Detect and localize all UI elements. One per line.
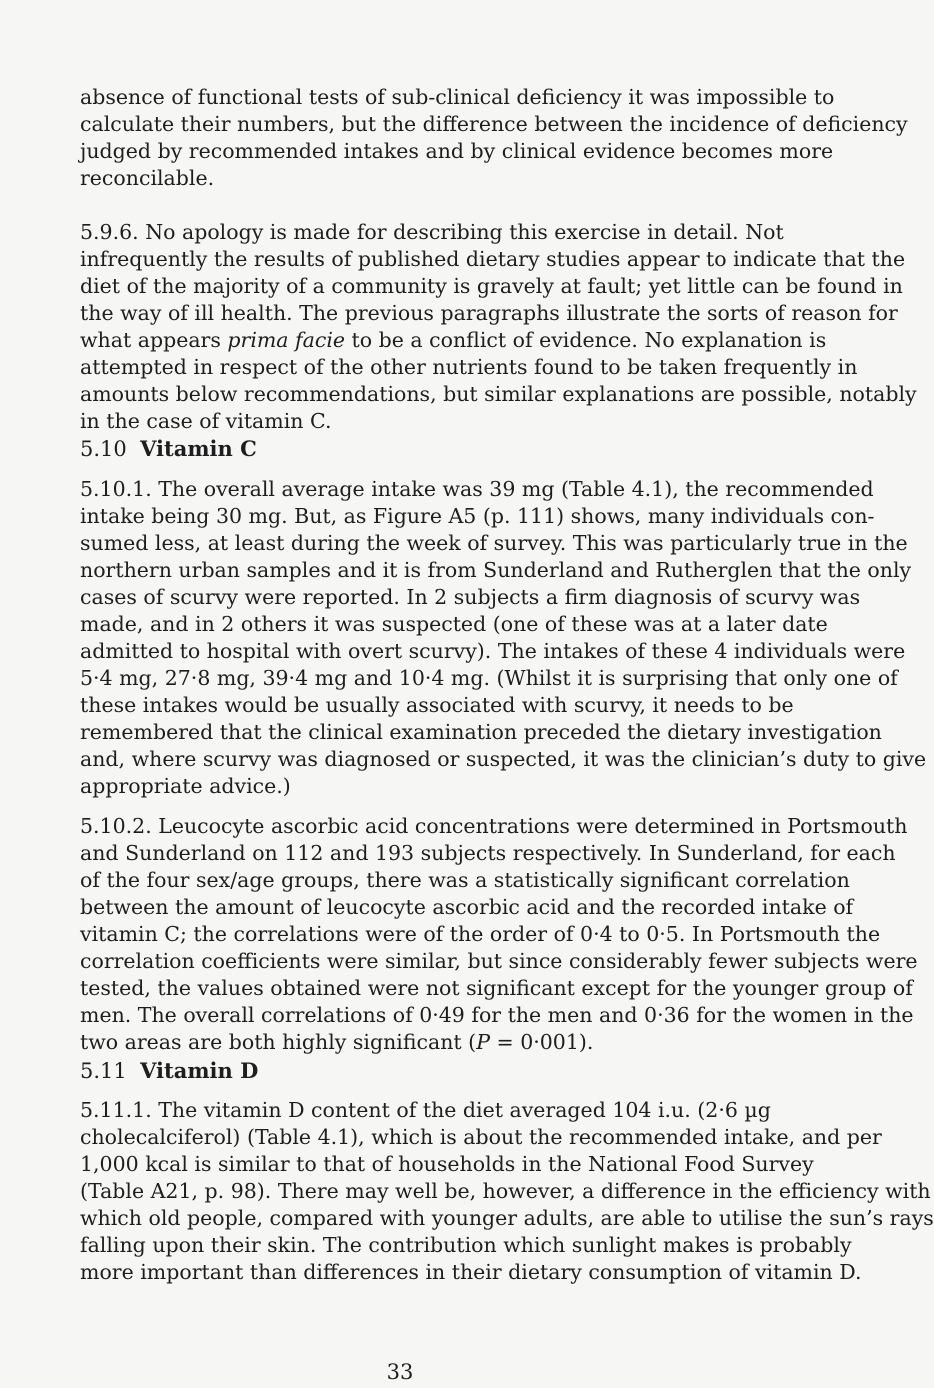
paragraph-5-10-1 — [80, 476, 927, 800]
text-line: remembered that the clinical examination preceded the dietary investigation — [80, 720, 882, 744]
paragraph-5-9-6 — [80, 219, 917, 435]
text-line: diet of the majority of a community is gravely at fault; yet little can be found in — [80, 274, 903, 298]
text-line: attempted in respect of the other nutrients found to be taken frequently in — [80, 355, 858, 379]
paragraph-5-10-2 — [80, 813, 918, 1056]
section-heading-vitamin-d — [80, 1057, 258, 1085]
text-line: which old people, compared with younger adults, are able to utilise the sun’s rays — [80, 1206, 934, 1230]
section-title: Vitamin D — [140, 1058, 259, 1083]
text-line: correlation coefficients were similar, but since considerably fewer subjects were — [80, 949, 918, 973]
section-title: Vitamin C — [140, 436, 257, 461]
text-line: two areas are both highly significant (P = 0·001). — [80, 1030, 594, 1054]
text-line: amounts below recommendations, but similar explanations are possible, notably — [80, 382, 917, 406]
text-line: men. The overall correlations of 0·49 for the men and 0·36 for the women in the — [80, 1003, 914, 1027]
text-line: cholecalciferol) (Table 4.1), which is about the recommended intake, and per — [80, 1125, 882, 1149]
text-line: 5.11.1. The vitamin D content of the diet averaged 104 i.u. (2·6 µg — [80, 1098, 771, 1122]
text-line: 5.10.2. Leucocyte ascorbic acid concentrations were determined in Portsmouth — [80, 814, 908, 838]
text-line: and, where scurvy was diagnosed or suspected, it was the clinician’s duty to give — [80, 747, 927, 771]
text-line: between the amount of leucocyte ascorbic acid and the recorded intake of — [80, 895, 854, 919]
section-number: 5.11 — [80, 1059, 127, 1083]
text-line: northern urban samples and it is from Sunderland and Rutherglen that the only — [80, 558, 912, 582]
text-line: sumed less, at least during the week of survey. This was particularly true in the — [80, 531, 908, 555]
text-line: what appears prima facie to be a conflict of evidence. No explanation is — [80, 328, 827, 352]
text-line: 5.10.1. The overall average intake was 39 mg (Table 4.1), the recommended — [80, 477, 874, 501]
text-line: absence of functional tests of sub-clinical deficiency it was impossible to — [80, 85, 835, 109]
text-line: 5·4 mg, 27·8 mg, 39·4 mg and 10·4 mg. (Whilst it is surprising that only one of — [80, 666, 898, 690]
text-line: appropriate advice.) — [80, 774, 291, 798]
text-line: vitamin C; the correlations were of the order of 0·4 to 0·5. In Portsmouth the — [80, 922, 881, 946]
text-line: falling upon their skin. The contribution which sunlight makes is probably — [80, 1233, 852, 1257]
text-line: (Table A21, p. 98). There may well be, however, a difference in the efficiency with — [80, 1179, 931, 1203]
text-line: made, and in 2 others it was suspected (one of these was at a later date — [80, 612, 828, 636]
text-line: admitted to hospital with overt scurvy). The intakes of these 4 individuals were — [80, 639, 906, 663]
paragraph-5-11-1 — [80, 1097, 934, 1286]
text-line: of the four sex/age groups, there was a statistically significant correlation — [80, 868, 850, 892]
text-line: and Sunderland on 112 and 193 subjects respectively. In Sunderland, for each — [80, 841, 896, 865]
text-line: infrequently the results of published dietary studies appear to indicate that the — [80, 247, 906, 271]
text-line: reconcilable. — [80, 166, 215, 190]
text-line: 1,000 kcal is similar to that of households in the National Food Survey — [80, 1152, 814, 1176]
text-line: 5.9.6. No apology is made for describing this exercise in detail. Not — [80, 220, 784, 244]
text-line: tested, the values obtained were not significant except for the younger group of — [80, 976, 913, 1000]
paragraph-deficiency-conclusion — [80, 84, 908, 192]
text-line: judged by recommended intakes and by clinical evidence becomes more — [80, 139, 834, 163]
text-line: cases of scurvy were reported. In 2 subjects a firm diagnosis of scurvy was — [80, 585, 861, 609]
text-line: these intakes would be usually associated with scurvy, it needs to be — [80, 693, 794, 717]
section-number: 5.10 — [80, 437, 127, 461]
text-line: in the case of vitamin C. — [80, 409, 332, 433]
section-heading-vitamin-c — [80, 435, 257, 463]
text-line: intake being 30 mg. But, as Figure A5 (p. 111) shows, many individuals con- — [80, 504, 875, 528]
text-line: the way of ill health. The previous paragraphs illustrate the sorts of reason for — [80, 301, 898, 325]
page-number: 33 — [386, 1360, 414, 1384]
text-line: calculate their numbers, but the difference between the incidence of deficiency — [80, 112, 908, 136]
text-line: more important than differences in their dietary consumption of vitamin D. — [80, 1260, 862, 1284]
